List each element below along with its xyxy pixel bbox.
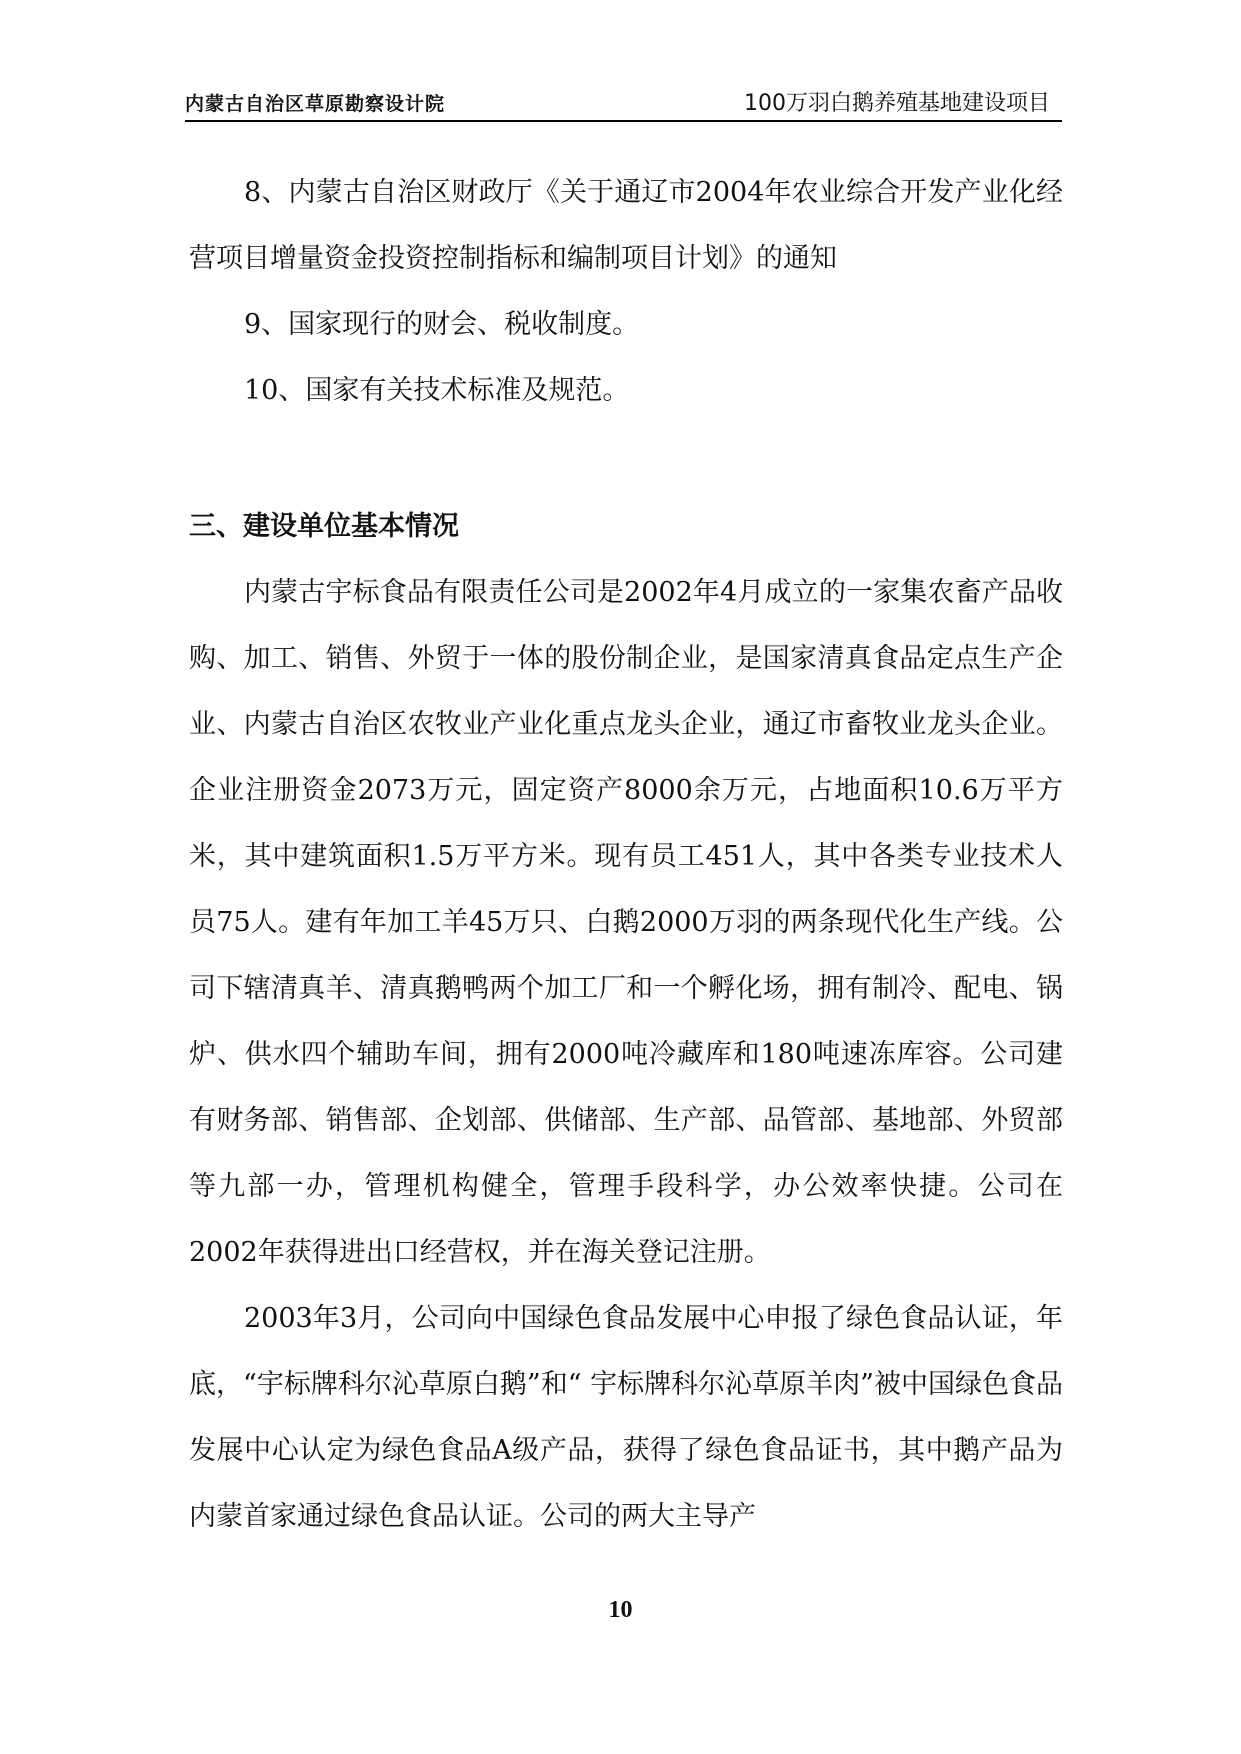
section-heading: 三、建设单位基本情况	[189, 511, 459, 542]
list-item-8: 8、内蒙古自治区财政厅《关于通辽市2004年农业综合开发产业化经营项目增量资金投资控制指标和编制项目计划》的通知	[189, 177, 1063, 274]
green-food-certification-paragraph: 2003年3月，公司向中国绿色食品发展中心申报了绿色食品认证，年底，“宇标牌科尔沁草原白鹅”和“ 宇标牌科尔沁草原羊肉”被中国绿色食品发展中心认定为绿色食品A级产品，获得了绿色食品证书，其中鹅产品为内蒙首家通过绿色食品认证。公司的两大主导产	[189, 1303, 1063, 1532]
page-number: 10	[608, 1597, 633, 1623]
company-overview-paragraph: 内蒙古宇标食品有限责任公司是2002年4月成立的一家集农畜产品收购、加工、销售、外贸于一体的股份制企业，是国家清真食品定点生产企业、内蒙古自治区农牧业产业化重点龙头企业，通辽市畜牧业龙头企业。企业注册资金2073万元，固定资产8000余万元，占地面积10.6万平方米，其中建筑面积1.5万平方米。现有员工451人，其中各类专业技术人员75人。建有年加工羊45万只、白鹅2000万羽的两条现代化生产线。公司下辖清真羊、清真鹅鸭两个加工厂和一个孵化场，拥有制冷、配电、锅炉、供水四个辅助车间，拥有2000吨冷藏库和180吨速冻库容。公司建有财务部、销售部、企划部、供储部、生产部、品管部、基地部、外贸部等九部一办，管理机构健全，管理手段科学，办公效率快捷。公司在2002年获得进出口经营权，并在海关登记注册。	[189, 577, 1063, 1268]
header-project-title: 100万羽白鹅养殖基地建设项目	[744, 91, 1050, 116]
list-item-10: 10、国家有关技术标准及规范。	[244, 375, 630, 406]
page-body	[189, 160, 1063, 1550]
list-item-9: 9、国家现行的财会、税收制度。	[244, 309, 640, 340]
section-spacer	[189, 424, 1063, 494]
header-organization: 内蒙古自治区草原勘察设计院	[185, 93, 446, 115]
page-header	[185, 86, 1062, 122]
